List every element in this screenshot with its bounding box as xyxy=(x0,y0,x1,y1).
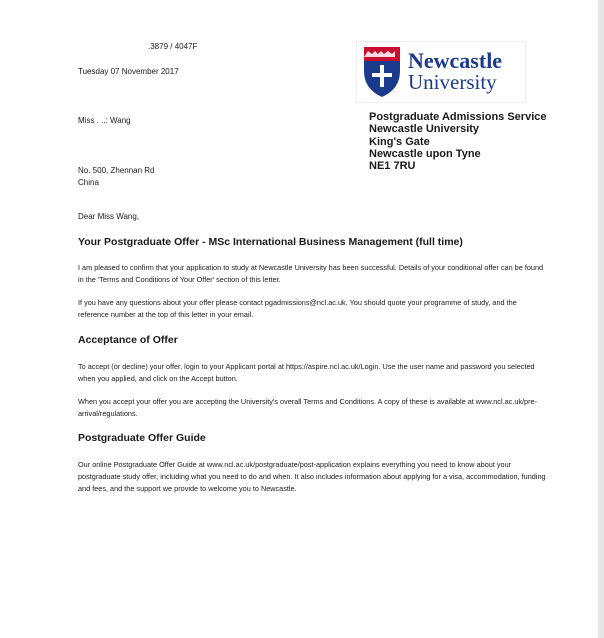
letter-date: Tuesday 07 November 2017 xyxy=(78,67,179,76)
recipient-name: Miss . ..: Wang xyxy=(78,116,131,125)
logo-name-line2: University xyxy=(408,70,497,94)
offer-heading: Your Postgraduate Offer - MSc International Business Management (full time) xyxy=(78,236,463,248)
sender-address-line: Newcastle University xyxy=(369,123,480,136)
paragraph: When you accept your offer you are accepting the University's overall Terms and Conditions. A copy of these is available at www.ncl.ac.uk/pre-arrival/regulations. xyxy=(78,397,538,418)
crest-icon xyxy=(356,41,526,103)
salutation: Dear Miss Wang, xyxy=(78,212,140,221)
paragraph: If you have any questions about your offer please contact pgadmissions@ncl.ac.uk. You should quote your programme of study, and the reference number at the top of this letter in your email. xyxy=(78,298,517,319)
sender-address-line: NE1 7RU xyxy=(369,160,416,173)
sender-address xyxy=(369,111,547,172)
recipient-address-line: No. 500, Zhennan Rd xyxy=(78,166,155,175)
logo-name-line1: Newcastle xyxy=(408,48,503,73)
recipient-address-line: China xyxy=(78,178,99,187)
acceptance-heading: Acceptance of Offer xyxy=(78,334,178,346)
offer-guide-heading: Postgraduate Offer Guide xyxy=(78,432,206,444)
sender-address-line: Newcastle upon Tyne xyxy=(369,147,481,160)
paragraph: Our online Postgraduate Offer Guide at www.ncl.ac.uk/postgraduate/post-application explains everything you need to know about your postgraduate study offer, including what you need to do and when. It also includes information about applying for a visa, accommodation, funding and fees, and the support we provide to welcome you to Newcastle. xyxy=(78,460,546,493)
recipient-address xyxy=(78,165,155,189)
page-edge xyxy=(598,0,604,638)
reference-number: .3879 / 4047F xyxy=(148,42,198,51)
sender-address-line: King's Gate xyxy=(369,135,430,148)
university-logo xyxy=(356,41,526,103)
paragraph: I am pleased to confirm that your application to study at Newcastle University has been successful. Details of your conditional offer can be found in the 'Terms and Conditions of Your Offer' section of this letter. xyxy=(78,263,544,284)
paragraph: To accept (or decline) your offer, login to your Applicant portal at https://aspire.ncl.ac.uk/Login. Use the user name and password you selected when you applied, and click on the Accept button. xyxy=(78,362,535,383)
sender-address-line: Postgraduate Admissions Service xyxy=(369,111,547,123)
